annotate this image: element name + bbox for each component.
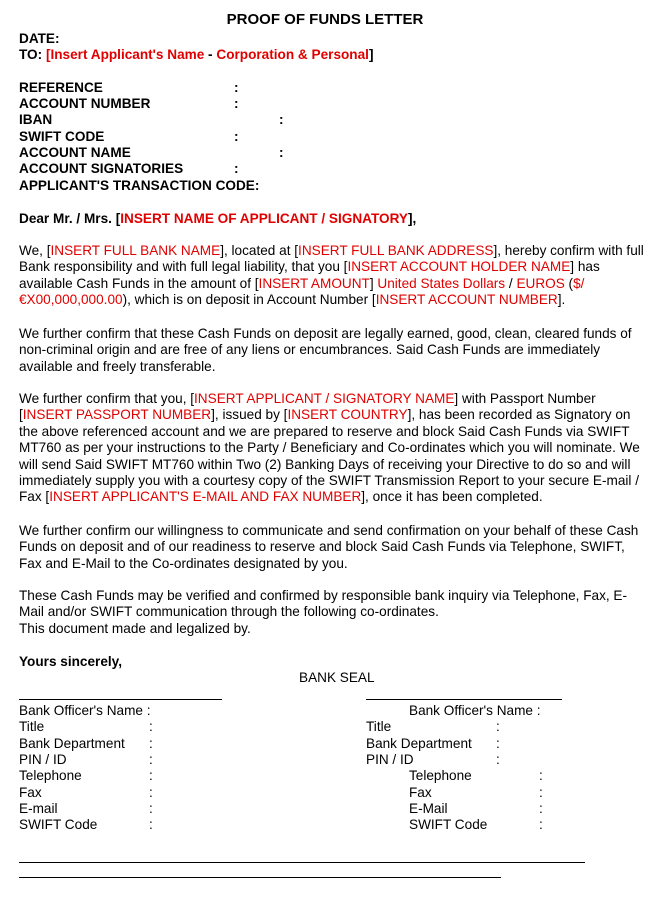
paragraph-bank-confirmation: We, [INSERT FULL BANK NAME], located at [INSERT FULL BANK ADDRESS], hereby confirm with full Bank responsibility and with full legal liability, that you [INSERT ACCOUNT HOLDER NAME] has available Cash Funds in the amount of [INSERT AMOUNT] United States Dollars / EUROS ($/€X00,000,000.00), which is on deposit in Account Number [INSERT ACCOUNT NUMBER]. [19, 243, 644, 308]
to-line [19, 47, 373, 63]
right-department-label: Bank Department [366, 736, 472, 751]
placeholder-euros: EUROS [516, 275, 565, 291]
right-title-label: Title [366, 719, 392, 734]
right-telephone-colon: : [539, 768, 543, 783]
paragraph-verification: These Cash Funds may be verified and confirmed by responsible bank inquiry via Telephone, Fax, E-Mail and/or SWIFT communication through the following co-ordinates. [19, 588, 628, 620]
left-officer-name-label: Bank Officer's Name : [19, 703, 151, 718]
field-sep-account-name: : [279, 145, 284, 160]
left-telephone-label: Telephone [19, 768, 82, 783]
field-sep-iban: : [279, 112, 284, 127]
footer-rule [19, 862, 585, 863]
to-applicant-placeholder: Insert Applicant's Name [50, 47, 205, 62]
bank-seal-label: BANK SEAL [299, 670, 375, 685]
left-department-label: Bank Department [19, 736, 125, 751]
placeholder-signatory-name: INSERT APPLICANT / SIGNATORY NAME [194, 391, 455, 406]
to-label: TO: [19, 47, 46, 62]
right-department-colon: : [496, 736, 500, 751]
right-email-colon: : [539, 801, 543, 816]
closing: Yours sincerely, [19, 654, 123, 669]
left-swift-label: SWIFT Code [19, 817, 98, 832]
placeholder-usd: United States Dollars [377, 275, 506, 291]
to-bracket-close: ] [368, 47, 374, 62]
field-label-account-signatories: ACCOUNT SIGNATORIES [19, 161, 184, 176]
left-swift-colon: : [149, 817, 153, 832]
right-officer-name-label: Bank Officer's Name : [409, 703, 541, 718]
to-dash: - [204, 47, 217, 62]
placeholder-amount: INSERT AMOUNT [258, 275, 370, 291]
field-sep-account-signatories: : [234, 161, 239, 176]
right-title-colon: : [496, 719, 500, 734]
date-label: DATE: [19, 31, 60, 46]
left-email-colon: : [149, 801, 153, 816]
signature-line-left [19, 699, 222, 700]
field-label-account-name: ACCOUNT NAME [19, 145, 131, 160]
salutation-prefix: Dear Mr. / Mrs. [ [19, 211, 121, 226]
left-email-label: E-mail [19, 801, 58, 816]
left-pin-colon: : [149, 752, 153, 767]
paragraph-funds-origin: We further confirm that these Cash Funds on deposit are legally earned, good, clean, cleared funds of non-criminal origin and are free of any liens or encumbrances. Said Cash Funds are immediately available and freely transferable. [19, 326, 632, 374]
left-pin-label: PIN / ID [19, 752, 67, 767]
placeholder-account-number: INSERT ACCOUNT NUMBER [375, 292, 558, 308]
paragraph-legalized: This document made and legalized by. [19, 621, 251, 636]
field-label-transaction-code: APPLICANT'S TRANSACTION CODE: [19, 178, 260, 193]
left-fax-colon: : [149, 785, 153, 800]
to-bracket-open: [ [45, 47, 51, 62]
left-title-label: Title [19, 719, 45, 734]
placeholder-figure: $/€X00,000,000.00 [19, 275, 585, 308]
field-sep-swift-code: : [234, 129, 239, 144]
right-email-label: E-Mail [409, 801, 448, 816]
to-type-placeholder: Corporation & Personal [216, 47, 369, 62]
field-sep-reference: : [234, 80, 239, 95]
salutation-placeholder: INSERT NAME OF APPLICANT / SIGNATORY [120, 211, 408, 226]
placeholder-account-holder: INSERT ACCOUNT HOLDER NAME [347, 259, 571, 275]
left-department-colon: : [149, 736, 153, 751]
left-telephone-colon: : [149, 768, 153, 783]
field-sep-account-number: : [234, 96, 239, 111]
placeholder-country: INSERT COUNTRY [287, 407, 408, 423]
salutation [19, 211, 416, 227]
field-label-swift-code: SWIFT CODE [19, 129, 105, 144]
right-fax-colon: : [539, 785, 543, 800]
right-swift-label: SWIFT Code [409, 817, 488, 832]
placeholder-passport-number: INSERT PASSPORT NUMBER [22, 407, 212, 423]
salutation-suffix: ], [407, 211, 417, 226]
right-pin-label: PIN / ID [366, 752, 414, 767]
right-swift-colon: : [539, 817, 543, 832]
right-pin-colon: : [496, 752, 500, 767]
field-label-iban: IBAN [19, 112, 53, 127]
placeholder-email-fax: INSERT APPLICANT'S E-MAIL AND FAX NUMBER [49, 489, 362, 505]
right-telephone-label: Telephone [409, 768, 472, 783]
field-label-reference: REFERENCE [19, 80, 103, 95]
signature-line-right [366, 699, 562, 700]
placeholder-bank-name: INSERT FULL BANK NAME [50, 243, 221, 258]
placeholder-bank-address: INSERT FULL BANK ADDRESS [298, 243, 494, 258]
left-title-colon: : [149, 719, 153, 734]
field-label-account-number: ACCOUNT NUMBER [19, 96, 151, 111]
paragraph-communication: We further confirm our willingness to communicate and send confirmation on your behalf of these Cash Funds on deposit and of our readiness to reserve and block Said Cash Funds via Telephone, SWIFT, Fax and E-Mail to the Co-ordinates designated by you. [19, 523, 639, 571]
left-fax-label: Fax [19, 785, 42, 800]
right-fax-label: Fax [409, 785, 432, 800]
paragraph-signatory-swift: We further confirm that you, [INSERT APPLICANT / SIGNATORY NAME] with Passport Number [INSERT PASSPORT NUMBER], issued by [INSERT COUNTRY], has been recorded as Signatory on the above referenced account and we are prepared to reserve and block Said Cash Funds via SWIFT MT760 as per your instructions to the Party / Beneficiary and Co-ordinates which you will nominate. We will send Said SWIFT MT760 within Two (2) Banking Days of receiving your Directive to do so and will immediately supply you with a courtesy copy of the SWIFT Transmission Report to your secure E-mail / Fax [INSERT APPLICANT'S E-MAIL AND FAX NUMBER], once it has been completed. [19, 391, 640, 505]
document-title: PROOF OF FUNDS LETTER [226, 11, 424, 28]
footer-rule-secondary [19, 877, 501, 878]
